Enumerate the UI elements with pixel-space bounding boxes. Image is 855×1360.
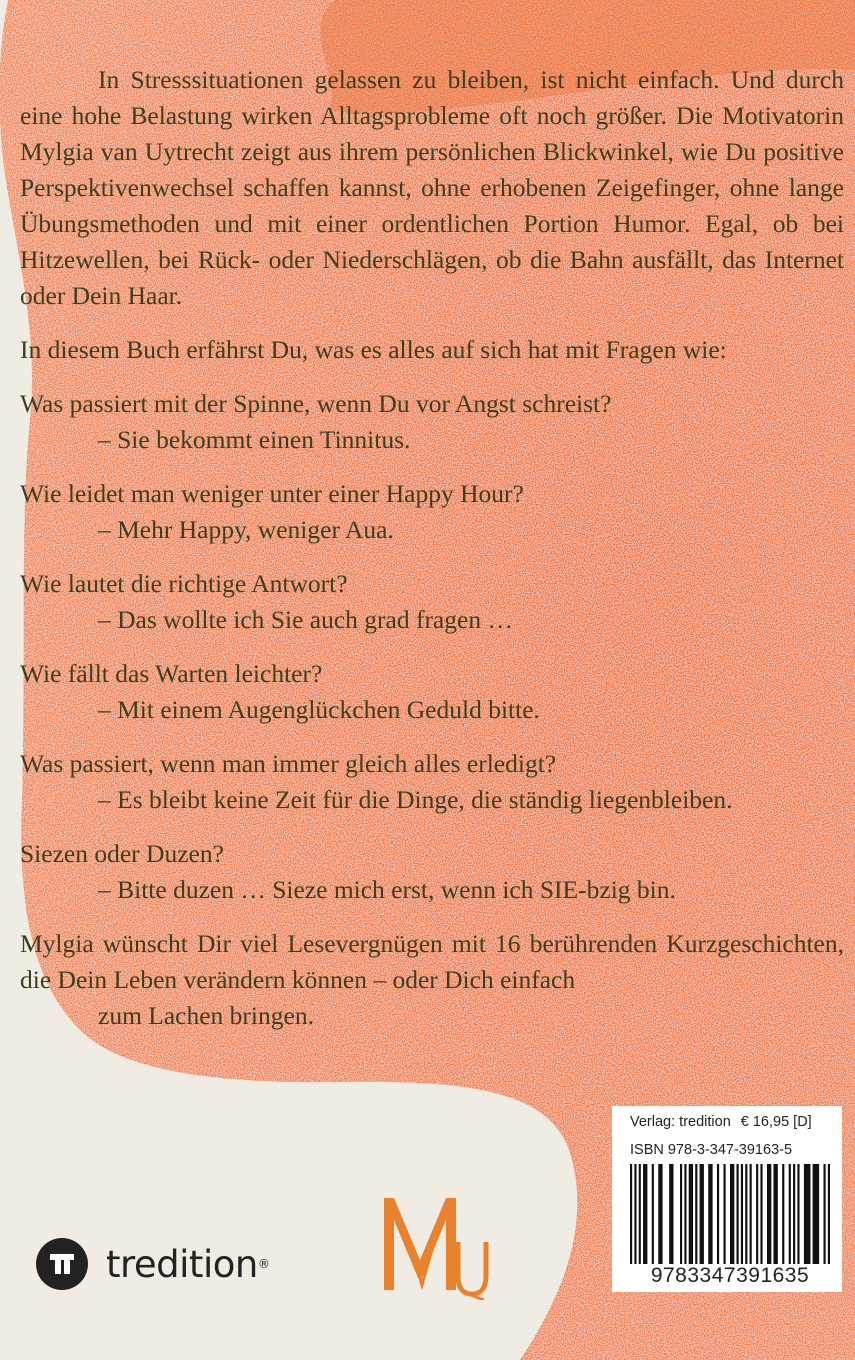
barcode-bar xyxy=(773,1164,777,1264)
isbn-text: ISBN 978-3-347-39163-5 xyxy=(630,1142,793,1158)
back-cover-text xyxy=(20,62,844,1034)
intro-paragraph: In Stresssituationen gelassen zu bleiben, ist nicht einfach. Und durch eine hohe Belastung wirken Alltagsprobleme oft noch größer. Die Motivatorin Mylgia van Uytrecht zeigt aus ihrem persönlichen Blickwinkel, wie Du positive Perspektivenwechsel schaffen kannst, ohne erhobenen Zeigefinger, ohne lange Übungsmethoden und mit einer ordentlichen Portion Humor. Egal, ob bei Hitzewellen, bei Rück- oder Niederschlägen, ob die Bahn ausfällt, das Internet oder Dein Haar. xyxy=(20,65,844,310)
barcode-bar xyxy=(797,1164,799,1264)
qa-item xyxy=(20,566,844,638)
publisher-logo xyxy=(36,1238,270,1290)
barcode-bar xyxy=(737,1164,739,1264)
barcode-bar xyxy=(760,1164,762,1264)
publisher-line: Verlag: tredition xyxy=(630,1114,731,1130)
barcode-box xyxy=(612,1106,842,1292)
outro-main: Mylgia wünscht Dir viel Lesevergnügen mit 16 berührenden Kurzgeschichten, die Dein Leben verändern können – oder Dich einfach xyxy=(20,929,844,994)
outro-last-line: zum Lachen bringen. xyxy=(98,1001,314,1030)
author-monogram-logo xyxy=(372,1190,492,1300)
answer: – Bitte duzen … Sieze mich erst, wenn ich SIE-bzig bin. xyxy=(98,875,676,904)
qa-item xyxy=(20,746,844,818)
barcode-bar xyxy=(823,1164,825,1264)
outro-paragraph xyxy=(20,926,844,1034)
barcode-bar xyxy=(717,1164,719,1264)
lead-sentence: In diesem Buch erfährst Du, was es alles auf sich hat mit Fragen wie: xyxy=(20,335,727,364)
qa-item xyxy=(20,656,844,728)
barcode-bar xyxy=(741,1164,743,1264)
tredition-logo-icon xyxy=(36,1238,88,1290)
answer: – Mehr Happy, weniger Aua. xyxy=(98,515,394,544)
barcode-bar xyxy=(630,1164,632,1264)
barcode-bar xyxy=(669,1164,673,1264)
answer: – Es bleibt keine Zeit für die Dinge, die ständig liegenbleiben. xyxy=(98,785,733,814)
qa-item xyxy=(20,836,844,908)
price-line xyxy=(630,1114,812,1130)
barcode-bar xyxy=(750,1164,752,1264)
answer: – Sie bekommt einen Tinnitus. xyxy=(98,425,411,454)
barcode-bar xyxy=(684,1164,686,1264)
barcode-bar xyxy=(813,1164,820,1264)
barcode-bar xyxy=(708,1164,712,1264)
answer: – Mit einem Augenglückchen Geduld bitte. xyxy=(98,695,540,724)
barcode-bars xyxy=(630,1164,830,1264)
question: Was passiert mit der Spinne, wenn Du vor Angst schreist? xyxy=(20,389,612,418)
barcode-bar xyxy=(700,1164,704,1264)
barcode-bar xyxy=(639,1164,641,1264)
question: Wie fällt das Warten leichter? xyxy=(20,659,323,688)
barcode-bar xyxy=(767,1164,771,1264)
price: € 16,95 [D] xyxy=(740,1114,812,1130)
barcode-bar xyxy=(658,1164,662,1264)
question: Siezen oder Duzen? xyxy=(20,839,224,868)
qa-item xyxy=(20,476,844,548)
barcode-bar xyxy=(804,1164,811,1264)
barcode-bar xyxy=(756,1164,758,1264)
question: Was passiert, wenn man immer gleich alles erledigt? xyxy=(20,749,557,778)
registered-mark: ® xyxy=(257,1257,270,1271)
question: Wie lautet die richtige Antwort? xyxy=(20,569,348,598)
barcode-bar xyxy=(789,1164,791,1264)
barcode-bar xyxy=(634,1164,636,1264)
barcode-bar xyxy=(793,1164,795,1264)
barcode-bar xyxy=(652,1164,654,1264)
question: Wie leidet man weniger unter einer Happy Hour? xyxy=(20,479,524,508)
barcode-digits: 9783347391635 xyxy=(650,1264,810,1287)
barcode-bar xyxy=(689,1164,693,1264)
qa-item xyxy=(20,386,844,458)
publisher-name: tredition xyxy=(106,1242,258,1286)
barcode-bar xyxy=(782,1164,784,1264)
barcode-bar xyxy=(730,1164,734,1264)
barcode-bar xyxy=(680,1164,682,1264)
barcode-bar xyxy=(828,1164,830,1264)
barcode-bar xyxy=(643,1164,647,1264)
barcode-bar xyxy=(723,1164,725,1264)
barcode-bar xyxy=(745,1164,747,1264)
barcode-bar xyxy=(695,1164,697,1264)
answer: – Das wollte ich Sie auch grad fragen … xyxy=(98,605,513,634)
